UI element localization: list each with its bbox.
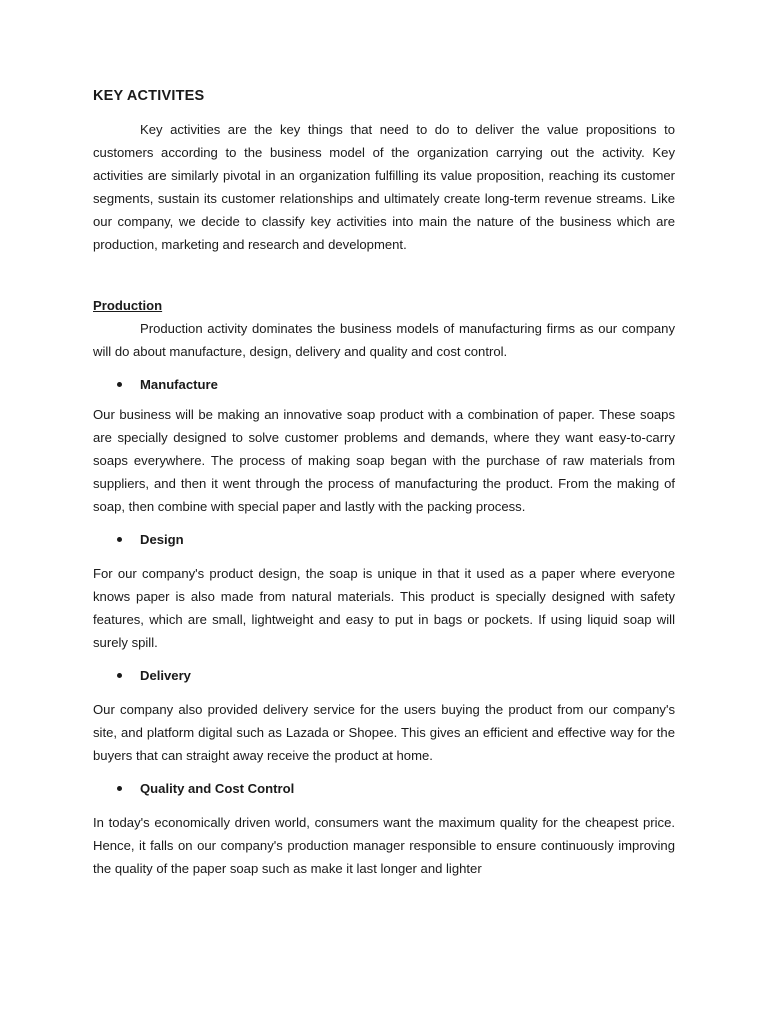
bullet-manufacture: [93, 373, 675, 396]
production-intro-paragraph: Production activity dominates the business models of manufacturing firms as our company will do about manufacture, design, delivery and quality and cost control.: [93, 321, 675, 359]
bullet-label: Delivery: [140, 668, 191, 683]
design-paragraph: For our company's product design, the soap is unique in that it used as a paper where everyone knows paper is also made from natural materials. This product is specially designed with safety features, which are small, lightweight and easy to put in bags or pockets. If using liquid soap will surely spill.: [93, 566, 675, 650]
bullet-icon: [117, 673, 122, 678]
manufacture-paragraph: Our business will be making an innovative soap product with a combination of paper. These soaps are specially designed to solve customer problems and demands, where they want easy-to-carry soaps everywhere. The process of making soap began with the purchase of raw materials from suppliers, and then it went through the process of manufacturing the product. From the making of soap, then combine with special paper and lastly with the packing process.: [93, 407, 675, 514]
bullet-icon: [117, 786, 122, 791]
delivery-paragraph: Our company also provided delivery service for the users buying the product from our company's site, and platform digital such as Lazada or Shopee. This gives an efficient and effective way for the buyers that can straight away receive the product at home.: [93, 702, 675, 763]
bullet-quality-cost-control: [93, 777, 675, 800]
document-heading: KEY ACTIVITES: [93, 88, 205, 104]
bullet-label: Manufacture: [140, 377, 218, 392]
intro-paragraph: Key activities are the key things that need to do to deliver the value propositions to customers according to the business model of the organization carrying out the activity. Key activities are similarly pivotal in an organization fulfilling its value proposition, reaching its customer segments, sustain its customer relationships and ultimately create long-term revenue streams. Like our company, we decide to classify key activities into main the nature of the business which are production, marketing and research and development.: [93, 122, 675, 252]
bullet-design: [93, 528, 675, 551]
document-page: [93, 86, 675, 880]
quality-paragraph: In today's economically driven world, consumers want the maximum quality for the cheapest price. Hence, it falls on our company's production manager responsible to ensure continuously improving the quality of the paper soap such as make it last longer and lighter: [93, 815, 675, 876]
bullet-label: Design: [140, 532, 184, 547]
bullet-label: Quality and Cost Control: [140, 781, 295, 796]
bullet-delivery: [93, 664, 675, 687]
production-section-title: Production: [93, 298, 163, 313]
bullet-icon: [117, 382, 122, 387]
bullet-icon: [117, 537, 122, 542]
